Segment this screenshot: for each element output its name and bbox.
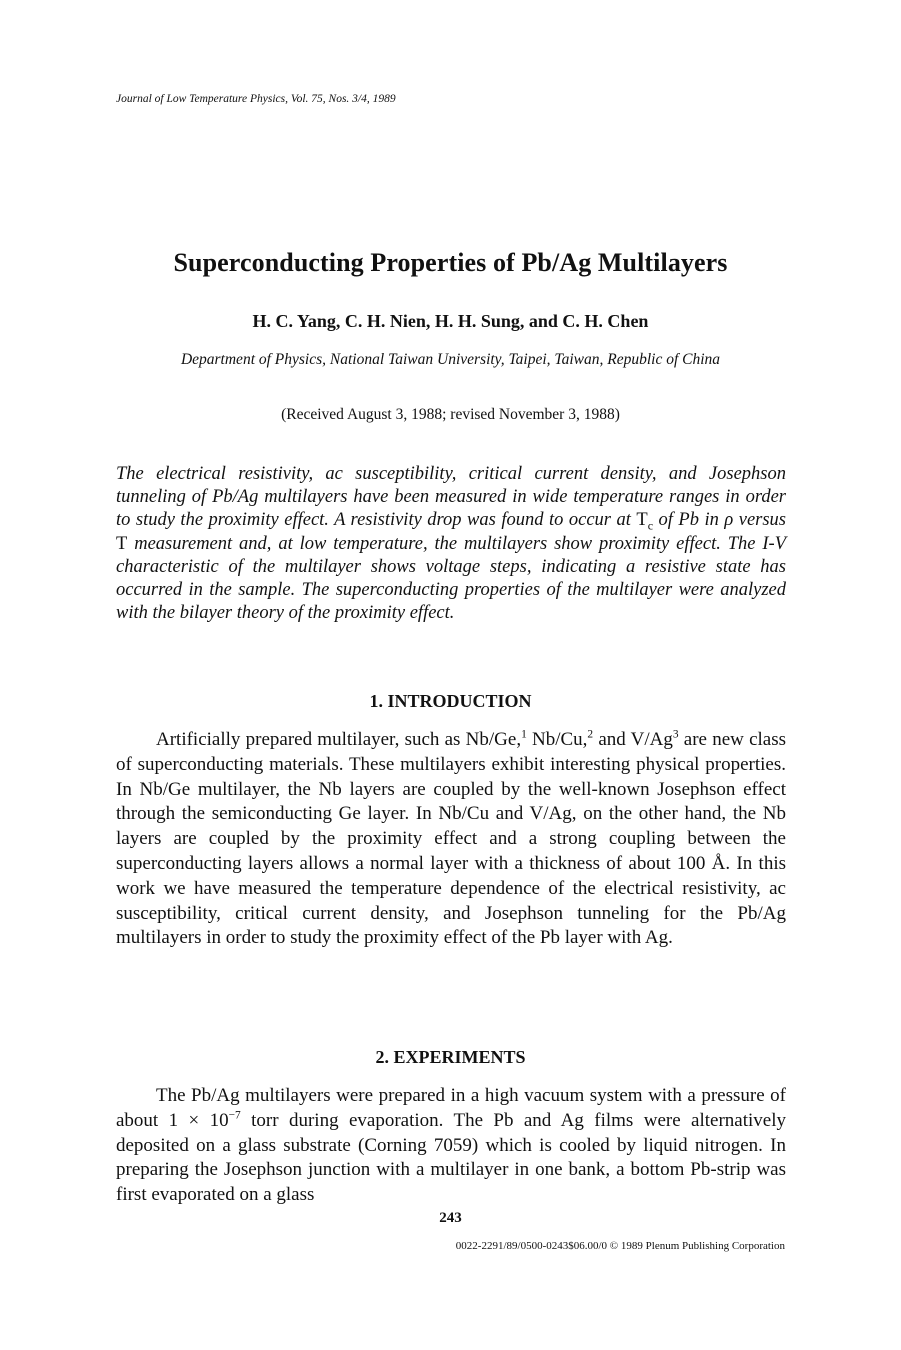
- tc-symbol: [636, 510, 654, 534]
- running-head: Journal of Low Temperature Physics, Vol. 75, Nos. 3/4, 1989: [116, 93, 396, 105]
- abstract-text-2: of Pb in ρ versus: [653, 510, 786, 531]
- section-heading-introduction: 1. INTRODUCTION: [369, 691, 532, 711]
- intro-text-a: Artificially prepared multilayer, such as Nb/Ge,: [156, 729, 522, 750]
- introduction-paragraph: [116, 728, 786, 951]
- exp-text-b: torr during evaporation. The Pb and Ag films were alternatively deposited on a glass substrate (Corning 7059) which is cooled by liquid nitrogen. In preparing the Josephson junction with a multilayer in one bank, a bottom Pb-strip was first evaporated on a glass: [116, 1109, 786, 1206]
- abstract-text-3: measurement and, at low temperature, the multilayers show proximity effect. The I-V characteristic of the multilayer shows voltage steps, indicating a resistive state has occurred in the sample. The superconducting properties of the multilayer were analyzed with the bilayer theory of the proximity effect.: [116, 533, 786, 624]
- copyright-line: 0022-2291/89/0500-0243$06.00/0 © 1989 Plenum Publishing Corporation: [455, 1240, 785, 1252]
- intro-text-b: Nb/Cu,: [526, 729, 588, 750]
- affiliation: Department of Physics, National Taiwan University, Taipei, Taiwan, Republic of China: [180, 351, 721, 368]
- section-heading-experiments: 2. EXPERIMENTS: [375, 1047, 526, 1067]
- exp-text-a: The Pb/Ag multilayers were prepared in a high vacuum system with a pressure of about 1 × 10: [116, 1085, 786, 1131]
- reference-marker: 1: [521, 728, 527, 741]
- tc-letter: T: [636, 510, 648, 531]
- received-date: (Received August 3, 1988; revised November 3, 1988): [281, 406, 620, 423]
- abstract-text-1: The electrical resistivity, ac susceptibility, critical current density, and Josephson tunneling of Pb/Ag multilayers have been measured in wide temperature ranges in order to study the proximity effect. A resistivity drop was found to occur at: [116, 464, 786, 531]
- intro-text-c: and V/Ag: [593, 729, 673, 750]
- reference-marker: 3: [672, 728, 679, 741]
- tc-subscript: c: [647, 519, 654, 534]
- experiments-paragraph: [116, 1084, 786, 1208]
- abstract: [116, 463, 786, 625]
- exponent: −7: [228, 1109, 241, 1122]
- reference-marker: 2: [587, 728, 594, 741]
- author-list: H. C. Yang, C. H. Nien, H. H. Sung, and C. H. Chen: [252, 311, 649, 331]
- page-number: 243: [439, 1210, 462, 1226]
- t-symbol: T: [116, 533, 128, 554]
- intro-text-d: are new class of superconducting materials. These multilayers exhibit interesting physical properties. In Nb/Ge multilayer, the Nb layers are coupled by the well-known Josephson effect through the semiconducting Ge layer. In Nb/Cu and V/Ag, on the other hand, the Nb layers are coupled by the proximity effect and a strong coupling between the superconducting layers allows a normal layer with a thickness of about 100 Å. In this work we have measured the temperature dependence of the electrical resistivity, ac susceptibility, critical current density, and Josephson tunneling for the Pb/Ag multilayers in order to study the proximity effect of the Pb layer with Ag.: [116, 729, 786, 949]
- article-title: Superconducting Properties of Pb/Ag Multilayers: [173, 248, 728, 277]
